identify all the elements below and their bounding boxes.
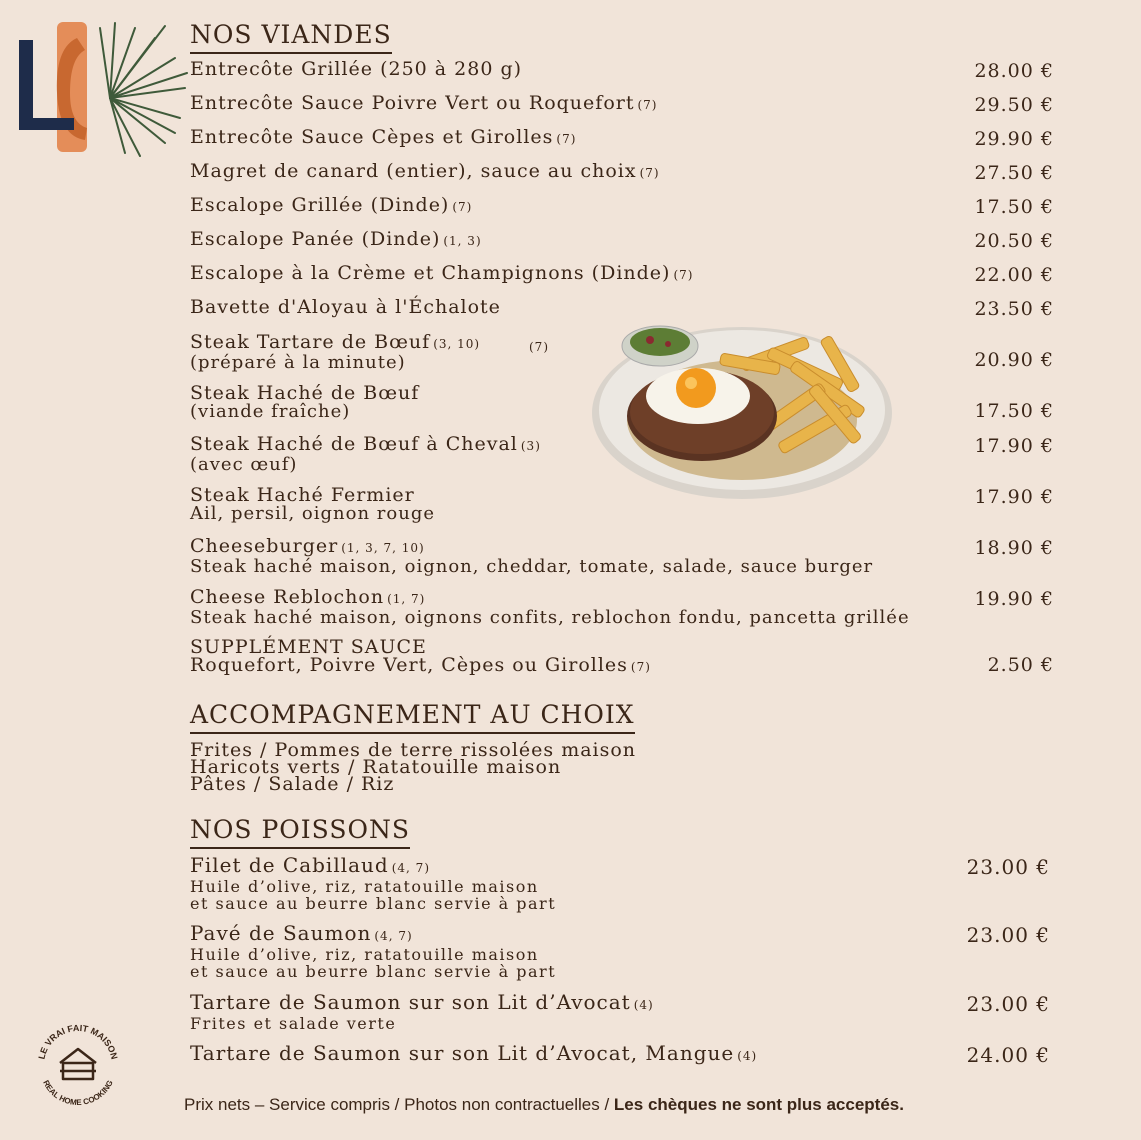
section-title-viandes: NOS VIANDES bbox=[190, 20, 392, 54]
menu-item-description: Frites et salade verte bbox=[190, 1014, 397, 1033]
svg-text:REAL HOME COOKING: REAL HOME COOKING bbox=[41, 1078, 115, 1108]
allergens: (7) bbox=[452, 200, 473, 214]
menu-item-price: 27.50 € bbox=[974, 162, 1054, 184]
menu-item-description bbox=[190, 403, 419, 420]
restaurant-logo bbox=[15, 18, 190, 158]
menu-item-price: 17.90 € bbox=[974, 486, 1054, 508]
allergens: (3) bbox=[520, 439, 541, 453]
accompagnement-line: Frites / Pommes de terre rissolées maison bbox=[190, 739, 637, 761]
menu-item-name bbox=[190, 923, 556, 946]
menu-item-price: 18.90 € bbox=[974, 537, 1054, 559]
menu-item-name bbox=[190, 992, 654, 1015]
menu-item bbox=[190, 435, 541, 473]
menu-item-price: 23.00 € bbox=[966, 855, 1050, 879]
menu-item-description: Huile d’olive, riz, ratatouille maison bbox=[190, 945, 539, 964]
menu-item-name bbox=[190, 264, 693, 285]
dish-name: Steak Haché Fermier bbox=[190, 484, 415, 506]
menu-item bbox=[190, 94, 657, 115]
allergens: (1, 7) bbox=[387, 592, 426, 606]
menu-item bbox=[190, 1043, 757, 1066]
menu-item-price: 20.50 € bbox=[974, 230, 1054, 252]
dish-name: Escalope Panée (Dinde) bbox=[190, 228, 441, 250]
menu-item-name bbox=[190, 298, 501, 317]
menu-item-name bbox=[190, 333, 480, 354]
menu-item-name bbox=[190, 1043, 757, 1066]
dish-name: Escalope Grillée (Dinde) bbox=[190, 194, 450, 216]
footer-note bbox=[184, 1095, 904, 1115]
menu-item-price: 29.90 € bbox=[974, 128, 1054, 150]
menu-item-description bbox=[190, 505, 435, 522]
menu-item-description bbox=[190, 558, 873, 575]
menu-item-name bbox=[190, 435, 541, 456]
description-text: Steak haché maison, oignons confits, reblochon fondu, pancetta grillée bbox=[190, 607, 910, 628]
svg-text:LE VRAI FAIT MAISON: LE VRAI FAIT MAISON bbox=[36, 1022, 120, 1061]
allergens: (4) bbox=[633, 998, 654, 1012]
allergens: (4, 7) bbox=[391, 861, 430, 875]
footer-bold: Les chèques ne sont plus acceptés. bbox=[613, 1095, 904, 1114]
dish-name: Escalope à la Crème et Champignons (Dinde) bbox=[190, 262, 671, 284]
menu-item-price: 23.50 € bbox=[974, 298, 1054, 320]
menu-item-description bbox=[190, 456, 541, 473]
description-text: (préparé à la minute) bbox=[190, 352, 406, 373]
menu-item bbox=[190, 230, 482, 251]
menu-item-price: 29.50 € bbox=[974, 94, 1054, 116]
menu-item bbox=[190, 128, 576, 149]
menu-item bbox=[190, 196, 472, 217]
menu-item-description: et sauce au beurre blanc servie à part bbox=[190, 894, 557, 913]
fait-maison-badge bbox=[30, 1015, 125, 1110]
menu-item-description: Huile d’olive, riz, ratatouille maison bbox=[190, 877, 539, 896]
description-text: (viande fraîche) bbox=[190, 401, 351, 422]
menu-item-name bbox=[190, 128, 576, 149]
menu-item-name bbox=[190, 196, 472, 217]
allergens: (7) bbox=[529, 340, 549, 354]
menu-item-price: 28.00 € bbox=[974, 60, 1054, 82]
menu-item-description bbox=[190, 654, 651, 676]
menu-item-description: et sauce au beurre blanc servie à part bbox=[190, 962, 557, 981]
menu-item-price: 24.00 € bbox=[966, 1043, 1050, 1067]
menu-item-price: 19.90 € bbox=[974, 588, 1054, 610]
allergens: (7) bbox=[639, 166, 660, 180]
menu-item-name bbox=[190, 60, 522, 79]
menu-item bbox=[190, 384, 419, 420]
allergens: (7) bbox=[673, 268, 694, 282]
dish-name: Tartare de Saumon sur son Lit d’Avocat bbox=[190, 990, 631, 1014]
menu-item bbox=[190, 162, 660, 183]
steak-fries-photo bbox=[590, 318, 895, 503]
allergens: (4, 7) bbox=[374, 929, 413, 943]
menu-item-name bbox=[190, 230, 482, 251]
dish-name: Steak Tartare de Bœuf bbox=[190, 331, 431, 353]
menu-item-price: 23.00 € bbox=[966, 923, 1050, 947]
description-text: Ail, persil, oignon rouge bbox=[190, 503, 435, 524]
menu-item-name bbox=[190, 537, 873, 558]
allergens: (7) bbox=[637, 98, 658, 112]
menu-item-description bbox=[190, 609, 910, 626]
menu-item bbox=[190, 298, 501, 317]
menu-item bbox=[190, 537, 873, 575]
description-text: Steak haché maison, oignon, cheddar, tomate, salade, sauce burger bbox=[190, 556, 874, 577]
description-text: Roquefort, Poivre Vert, Cèpes ou Girolles bbox=[190, 654, 628, 676]
dish-name: Magret de canard (entier), sauce au choix bbox=[190, 160, 637, 182]
menu-item-name bbox=[190, 94, 657, 115]
dish-name: Bavette d'Aloyau à l'Échalote bbox=[190, 296, 501, 318]
allergens: (7) bbox=[556, 132, 577, 146]
menu-item-price: 17.90 € bbox=[974, 435, 1054, 457]
accompagnement-line: Pâtes / Salade / Riz bbox=[190, 773, 395, 795]
menu-item bbox=[190, 588, 910, 626]
menu-item bbox=[190, 264, 693, 285]
allergens: (3, 10) bbox=[433, 337, 481, 351]
menu-item-price: 22.00 € bbox=[974, 264, 1054, 286]
section-title-poissons: NOS POISSONS bbox=[190, 815, 410, 849]
dish-name: Entrecôte Sauce Cèpes et Girolles bbox=[190, 126, 554, 148]
allergens: (4) bbox=[737, 1049, 758, 1063]
accompagnement-list bbox=[190, 739, 637, 795]
dish-name: Tartare de Saumon sur son Lit d’Avocat, Mangue bbox=[190, 1041, 735, 1065]
accompagnement-line: Haricots verts / Ratatouille maison bbox=[190, 756, 562, 778]
menu-item bbox=[190, 331, 549, 373]
menu-item-name bbox=[190, 855, 556, 878]
footer-text: Prix nets – Service compris / Photos non contractuelles / bbox=[184, 1095, 614, 1114]
dish-name: SUPPLÉMENT SAUCE bbox=[190, 636, 427, 658]
dish-name: Entrecôte Grillée (250 à 280 g) bbox=[190, 58, 523, 80]
menu-item-price: 2.50 € bbox=[987, 654, 1054, 676]
menu-item-price: 20.90 € bbox=[974, 349, 1054, 371]
menu-item bbox=[190, 923, 556, 980]
dish-name: Steak Haché de Bœuf à Cheval bbox=[190, 433, 518, 455]
menu-item-price: 23.00 € bbox=[966, 992, 1050, 1016]
section-title-accompagnement: ACCOMPAGNEMENT AU CHOIX bbox=[190, 700, 635, 734]
allergens: (1, 3, 7, 10) bbox=[341, 541, 425, 555]
menu-item-price: 17.50 € bbox=[974, 196, 1054, 218]
dish-name: Pavé de Saumon bbox=[190, 921, 372, 945]
dish-name: Cheese Reblochon bbox=[190, 586, 385, 608]
menu-item bbox=[190, 60, 522, 79]
allergens: (7) bbox=[630, 660, 651, 674]
allergens: (1, 3) bbox=[443, 234, 482, 248]
menu-item bbox=[190, 992, 654, 1032]
dish-name: Steak Haché de Bœuf bbox=[190, 382, 420, 404]
menu-item-name bbox=[190, 588, 910, 609]
dish-name: Cheeseburger bbox=[190, 535, 339, 557]
menu-item-name bbox=[190, 162, 660, 183]
dish-name: Filet de Cabillaud bbox=[190, 853, 389, 877]
menu-item bbox=[190, 486, 435, 522]
dish-name: Entrecôte Sauce Poivre Vert ou Roquefort bbox=[190, 92, 635, 114]
menu-item bbox=[190, 638, 651, 676]
menu-item bbox=[190, 855, 556, 912]
description-text: (avec œuf) bbox=[190, 454, 298, 475]
menu-item-price: 17.50 € bbox=[974, 400, 1054, 422]
